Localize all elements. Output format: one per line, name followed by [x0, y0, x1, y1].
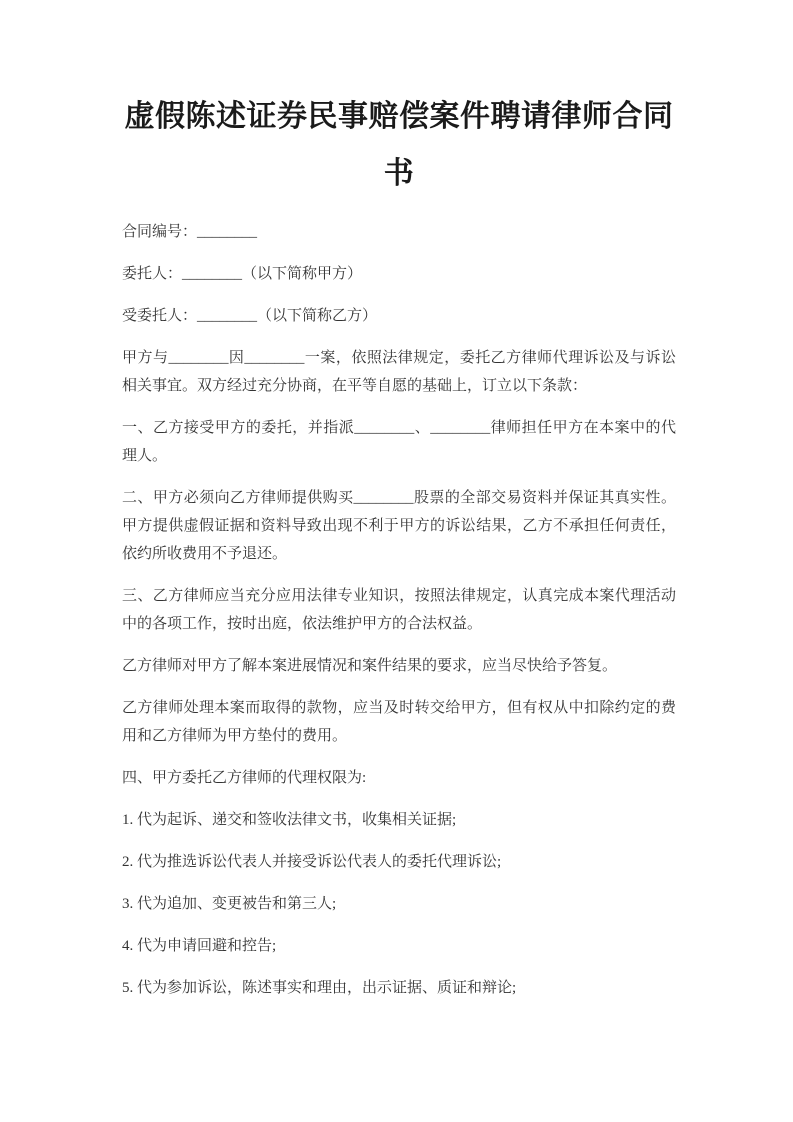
authority-item-2: 2. 代为推选诉讼代表人并接受诉讼代表人的委托代理诉讼; [122, 854, 502, 870]
clause-4-authority-heading: 四、甲方委托乙方律师的代理权限为: [122, 770, 367, 786]
preamble-paragraph: 甲方与________因________一案，依照法律规定，委托乙方律师代理诉讼及与诉讼相关事宜。双方经过充分协商，在平等自愿的基础上，订立以下条款： [122, 350, 676, 394]
attorney-party-b-line: 受委托人：________（以下简称乙方） [122, 308, 378, 324]
contract-number-line: 合同编号：________ [122, 224, 258, 240]
clause-3-reply-paragraph: 乙方律师对甲方了解本案进展情况和案件结果的要求，应当尽快给予答复。 [122, 658, 618, 674]
authority-item-5: 5. 代为参加诉讼，陈述事实和理由，出示证据、质证和辩论; [122, 980, 517, 996]
clause-3-duties: 三、乙方律师应当充分应用法律专业知识，按照法律规定，认真完成本案代理活动中的各项工作，按时出庭，依法维护甲方的合法权益。 [122, 588, 676, 632]
authority-item-4: 4. 代为申请回避和控告; [122, 938, 277, 954]
clause-3-property-paragraph: 乙方律师处理本案而取得的款物，应当及时转交给甲方，但有权从中扣除约定的费用和乙方律师为甲方垫付的费用。 [122, 700, 676, 744]
clause-1-appointment: 一、乙方接受甲方的委托，并指派________、________律师担任甲方在本案中的代理人。 [122, 420, 676, 464]
client-party-a-line: 委托人：________（以下简称甲方） [122, 266, 363, 282]
clause-2-materials: 二、甲方必须向乙方律师提供购买________股票的全部交易资料并保证其真实性。甲方提供虚假证据和资料导致出现不利于甲方的诉讼结果，乙方不承担任何责任，依约所收费用不予退还。 [122, 490, 676, 562]
authority-item-1: 1. 代为起诉、递交和签收法律文书，收集相关证据; [122, 812, 457, 828]
authority-item-3: 3. 代为追加、变更被告和第三人; [122, 896, 337, 912]
document-title: 虚假陈述证券民事赔偿案件聘请律师合同书 [124, 100, 674, 190]
